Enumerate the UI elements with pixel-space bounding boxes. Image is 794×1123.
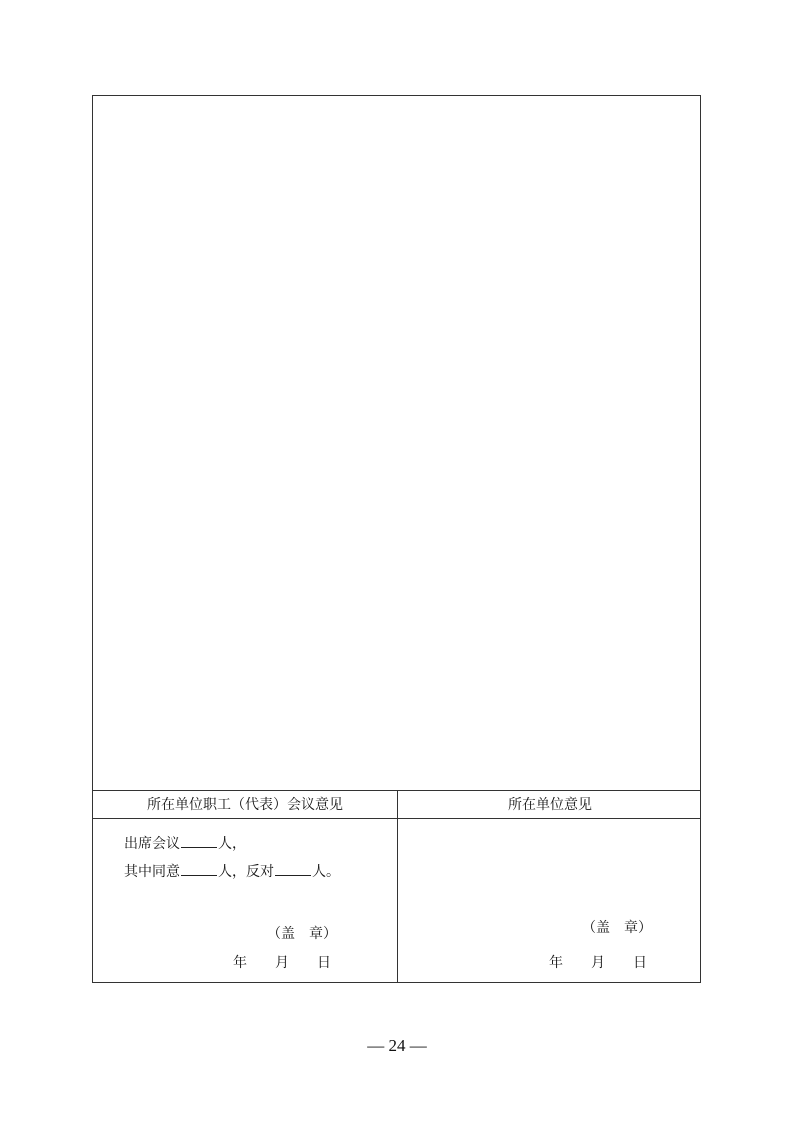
attendance-label: 出席会议 [124,836,180,852]
staff-meeting-opinion-header: 所在单位职工（代表）会议意见 [147,797,343,813]
page-number: — 24 — [367,1036,427,1055]
attendance-count-blank[interactable] [181,833,217,848]
right-date-line: 年 月 日 [549,955,647,971]
agree-count-blank[interactable] [181,861,217,876]
header-row-divider [93,818,700,819]
right-seal-label: （盖 章） [582,920,652,936]
agree-label: 其中同意 [124,864,180,880]
oppose-label: 人，反对 [218,864,274,880]
attendance-line [124,833,246,854]
unit-opinion-header: 所在单位意见 [508,797,592,813]
oppose-count-blank[interactable] [275,861,311,876]
oppose-unit: 人。 [312,864,340,880]
attendance-unit: 人， [218,836,246,852]
left-date-line: 年 月 日 [233,955,331,971]
vote-line [124,861,340,882]
opinion-form-table [92,95,701,983]
left-seal-label: （盖 章） [267,926,337,942]
blank-content-area[interactable] [93,96,700,791]
